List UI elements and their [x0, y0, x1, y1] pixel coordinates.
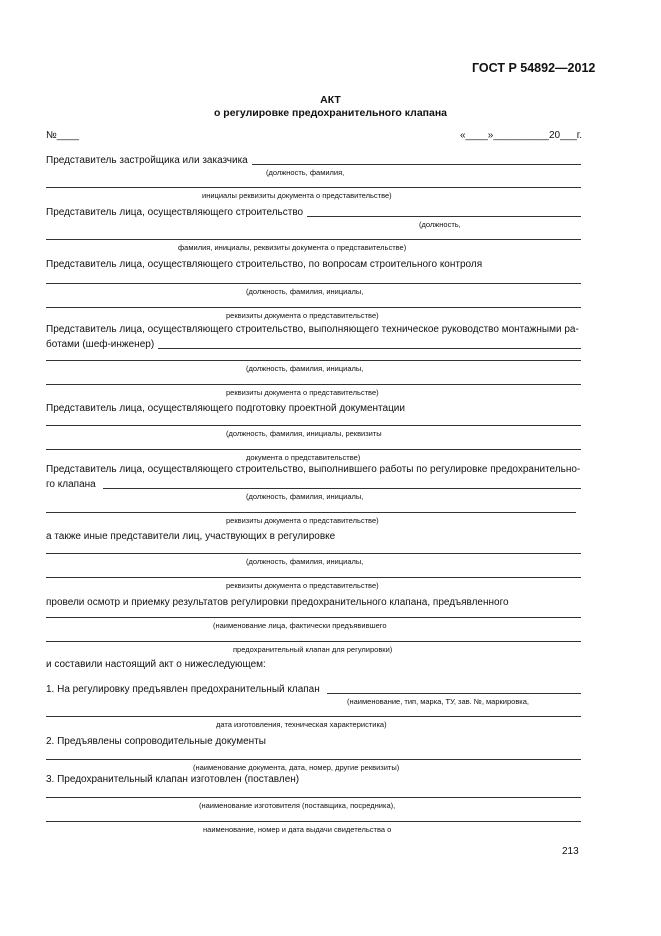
performer-line-2	[46, 512, 576, 513]
item1-label: 1. На регулировку предъявлен предохранительный клапан	[46, 684, 320, 695]
builder-control-line	[46, 283, 581, 284]
act-number: №____	[46, 130, 79, 141]
builder-control-label: Представитель лица, осуществляющего строительство, по вопросам строительного контроля	[46, 259, 483, 270]
design-line-2	[46, 449, 581, 450]
builder-line-2	[46, 239, 581, 240]
item3-line	[46, 797, 581, 798]
inspection-caption-1: (наименование лица, фактически предъявившего	[213, 621, 387, 630]
tech-lead-label-1: Представитель лица, осуществляющего строительство, выполняющего техническое руководство монтажными ра-	[46, 324, 579, 335]
developer-line	[252, 164, 581, 165]
others-label: а также иные представители лиц, участвующих в регулировке	[46, 531, 336, 542]
tech-lead-caption-1: (должность, фамилия, инициалы,	[246, 364, 364, 373]
performer-label-2: го клапана	[46, 479, 96, 490]
tech-lead-caption-2: реквизиты документа о представительстве)	[226, 388, 379, 397]
tech-lead-line-3	[46, 384, 581, 385]
builder-label: Представитель лица, осуществляющего строительство	[46, 207, 304, 218]
item2-caption-1: (наименование документа, дата, номер, другие реквизиты)	[193, 763, 400, 772]
inspection-label: провели осмотр и приемку результатов регулировки предохранительного клапана, предъявленного	[46, 597, 509, 608]
page-number: 213	[562, 846, 579, 857]
others-caption-1: (должность, фамилия, инициалы,	[246, 557, 364, 566]
item2-line	[46, 759, 581, 760]
design-caption-2: документа о представительстве)	[246, 453, 361, 462]
builder-caption-1: (должность,	[419, 220, 461, 229]
tech-lead-label-2: ботами (шеф-инженер)	[46, 339, 155, 350]
others-caption-2: реквизиты документа о представительстве)	[226, 581, 379, 590]
tech-lead-line-2	[46, 360, 581, 361]
item1-caption-2: дата изготовления, техническая характеристика)	[216, 720, 387, 729]
builder-line	[307, 216, 581, 217]
others-line	[46, 553, 581, 554]
builder-caption-2: фамилия, инициалы, реквизиты документа о представительстве)	[178, 243, 407, 252]
act-title: АКТ	[320, 94, 341, 106]
builder-control-caption-2: реквизиты документа о представительстве)	[226, 311, 379, 320]
performer-caption-2: реквизиты документа о представительстве)	[226, 516, 379, 525]
act-subtitle: о регулировке предохранительного клапана	[213, 107, 448, 119]
others-line-2	[46, 577, 581, 578]
act-date: «____»__________20___г.	[460, 130, 582, 141]
item3-line-2	[46, 821, 581, 822]
design-caption-1: (должность, фамилия, инициалы, реквизиты	[226, 429, 382, 438]
inspection-line-2	[46, 641, 581, 642]
item1-line-2	[46, 716, 581, 717]
design-label: Представитель лица, осуществляющего подготовку проектной документации	[46, 403, 405, 414]
inspection-line	[46, 617, 581, 618]
performer-caption-1: (должность, фамилия, инициалы,	[246, 492, 364, 501]
performer-label-1: Представитель лица, осуществляющего строительство, выполнившего работы по регулировке предохранительно-	[46, 464, 581, 475]
item3-label: 3. Предохранительный клапан изготовлен (поставлен)	[46, 774, 300, 785]
tech-lead-line	[158, 348, 581, 349]
standard-code: ГОСТ Р 54892—2012	[472, 61, 596, 75]
builder-control-caption-1: (должность, фамилия, инициалы,	[246, 287, 364, 296]
item1-line	[327, 693, 581, 694]
design-line	[46, 425, 581, 426]
builder-control-line-2	[46, 307, 581, 308]
developer-caption-1: (должность, фамилия,	[266, 168, 345, 177]
inspection-caption-2: предохранительный клапан для регулировки)	[233, 645, 393, 654]
performer-line	[103, 488, 581, 489]
compiled-label: и составили настоящий акт о нижеследующем:	[46, 659, 266, 670]
developer-line-2	[46, 187, 581, 188]
item1-caption-1: (наименование, тип, марка, ТУ, зав. №, маркировка,	[347, 697, 530, 706]
item3-caption-2: наименование, номер и дата выдачи свидетельства о	[203, 825, 392, 834]
item3-caption-1: (наименование изготовителя (поставщика, посредника),	[199, 801, 396, 810]
developer-caption-2: инициалы реквизиты документа о представительстве)	[202, 191, 392, 200]
item2-label: 2. Предъявлены сопроводительные документы	[46, 736, 266, 747]
developer-label: Представитель застройщика или заказчика	[46, 155, 248, 166]
